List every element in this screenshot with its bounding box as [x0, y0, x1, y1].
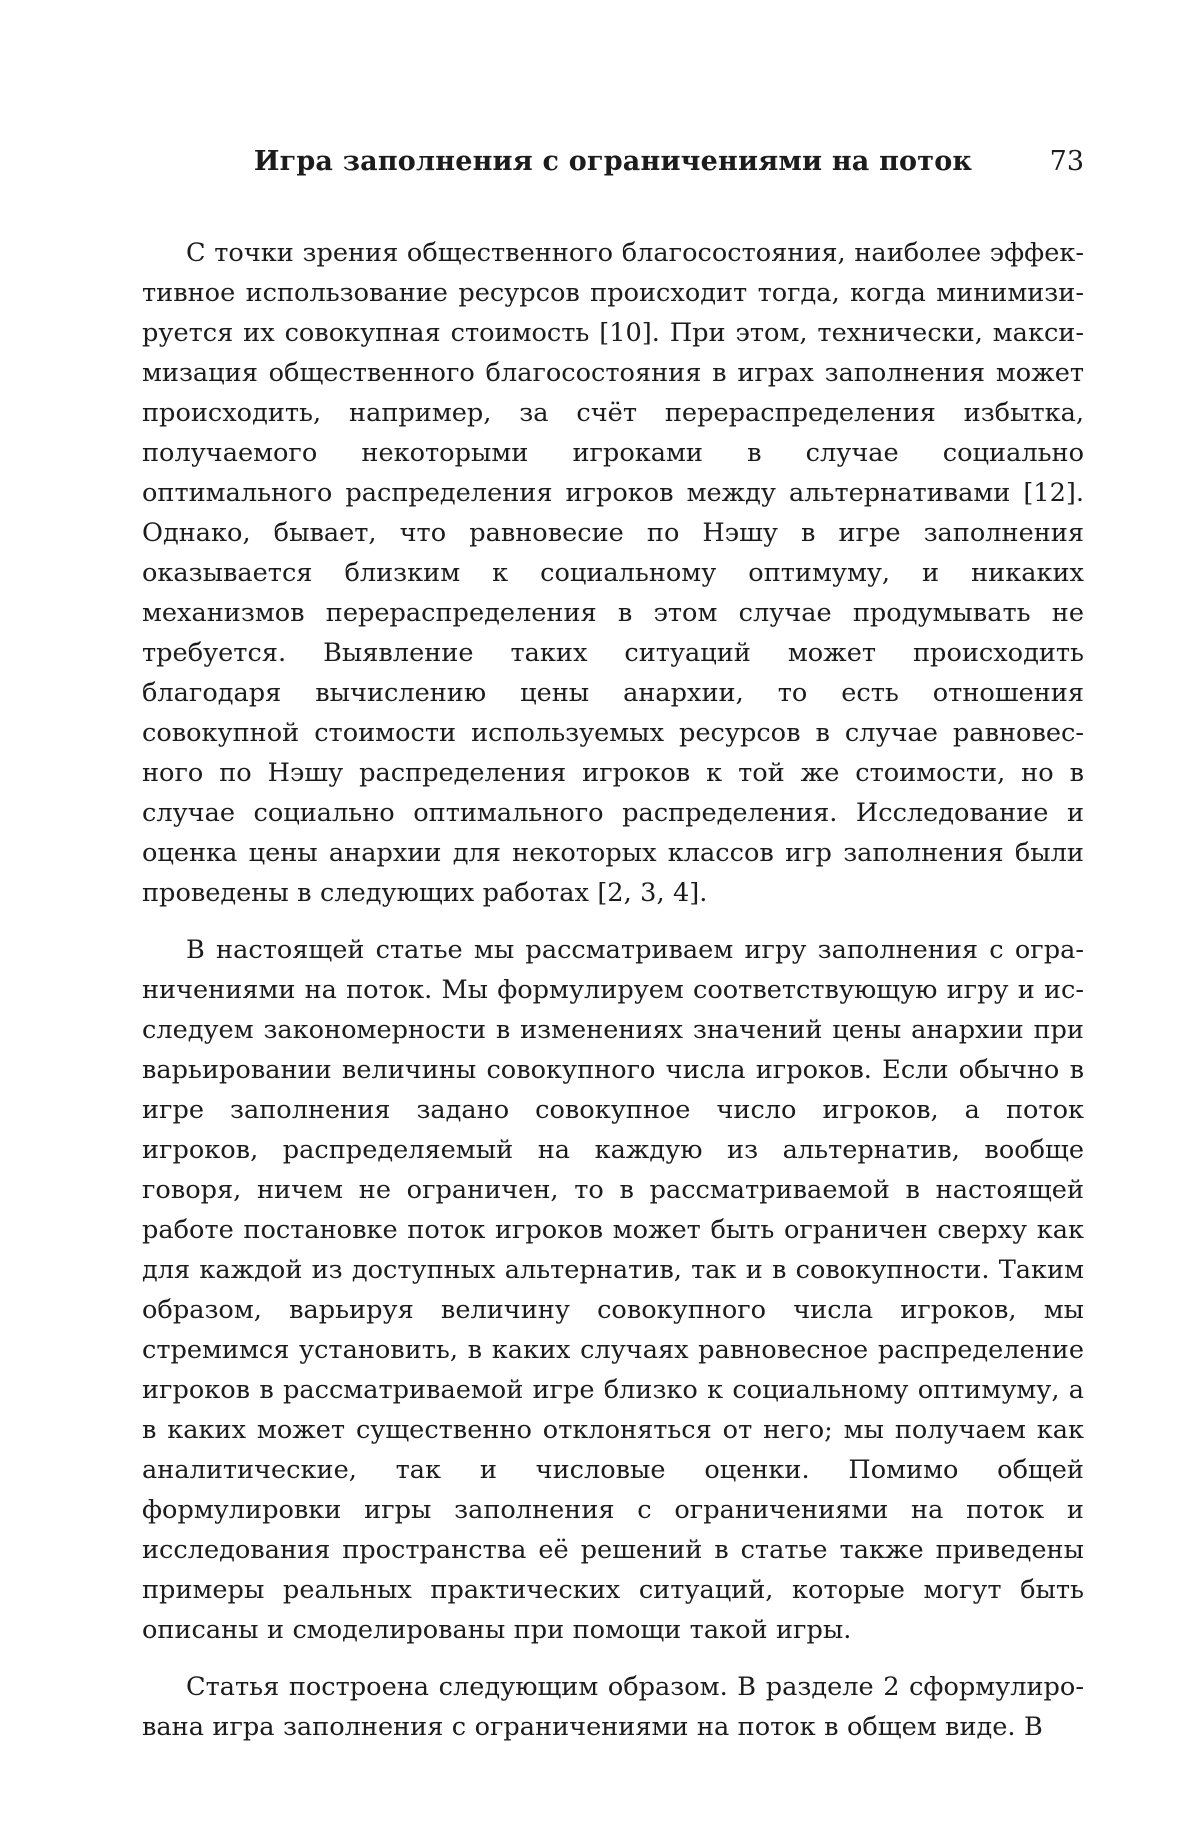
- running-head: [142, 146, 1084, 186]
- paragraph-1: С точки зрения общественного благосостояния, наиболее эффек­тивное использование ресурсов происходит тогда, когда минимизи­руется их совокупная стоимость [10]. При этом, технически, макси­мизация общественного благосостояния в играх заполнения может происходить, например, за счёт перераспределения избытка, получа­емого некоторыми игроками в случае социально оптимального рас­пределения игроков между альтернативами [12]. Однако, бывает, что равновесие по Нэшу в игре заполнения оказывается близким к соци­альному оптимуму, и никаких механизмов перераспределения в этом случае продумывать не требуется. Выявление таких ситуаций может происходить благодаря вычислению цены анархии, то есть отноше­ния совокупной стоимости используемых ресурсов в случае равновес­ного по Нэшу распределения игроков к той же стоимости, но в случае социально оптимального распределения. Исследование и оценка це­ны анархии для некоторых классов игр заполнения были проведены в следующих работах [2, 3, 4].: [142, 233, 1084, 913]
- running-title: Игра заполнения с ограничениями на поток: [142, 146, 1084, 177]
- body-text: [142, 233, 1084, 1764]
- page-number: 73: [1050, 146, 1084, 177]
- paragraph-3: Статья построена следующим образом. В разделе 2 сформулиро­вана игра заполнения с ограничениями на поток в общем виде. В: [142, 1667, 1084, 1747]
- book-page: [0, 0, 1200, 1846]
- paragraph-2: В настоящей статье мы рассматриваем игру заполнения с огра­ничениями на поток. Мы формулируем соответствующую игру и ис­следуем закономерности в изменениях значений цены анархии при варьировании величины совокупного числа игроков. Если обычно в игре заполнения задано совокупное число игроков, а поток игроков, распределяемый на каждую из альтернатив, вообще говоря, ничем не ограничен, то в рассматриваемой в настоящей работе постанов­ке поток игроков может быть ограничен сверху как для каждой из доступных альтернатив, так и в совокупности. Таким образом, варьи­руя величину совокупного числа игроков, мы стремимся установить, в каких случаях равновесное распределение игроков в рассматрива­емой игре близко к социальному оптимуму, а в каких может суще­ственно отклоняться от него; мы получаем как аналитические, так и числовые оценки. Помимо общей формулировки игры заполнения с ограничениями на поток и исследования пространства её решений в статье также приведены примеры реальных практических ситуаций, которые могут быть описаны и смоделированы при помощи такой игры.: [142, 930, 1084, 1650]
